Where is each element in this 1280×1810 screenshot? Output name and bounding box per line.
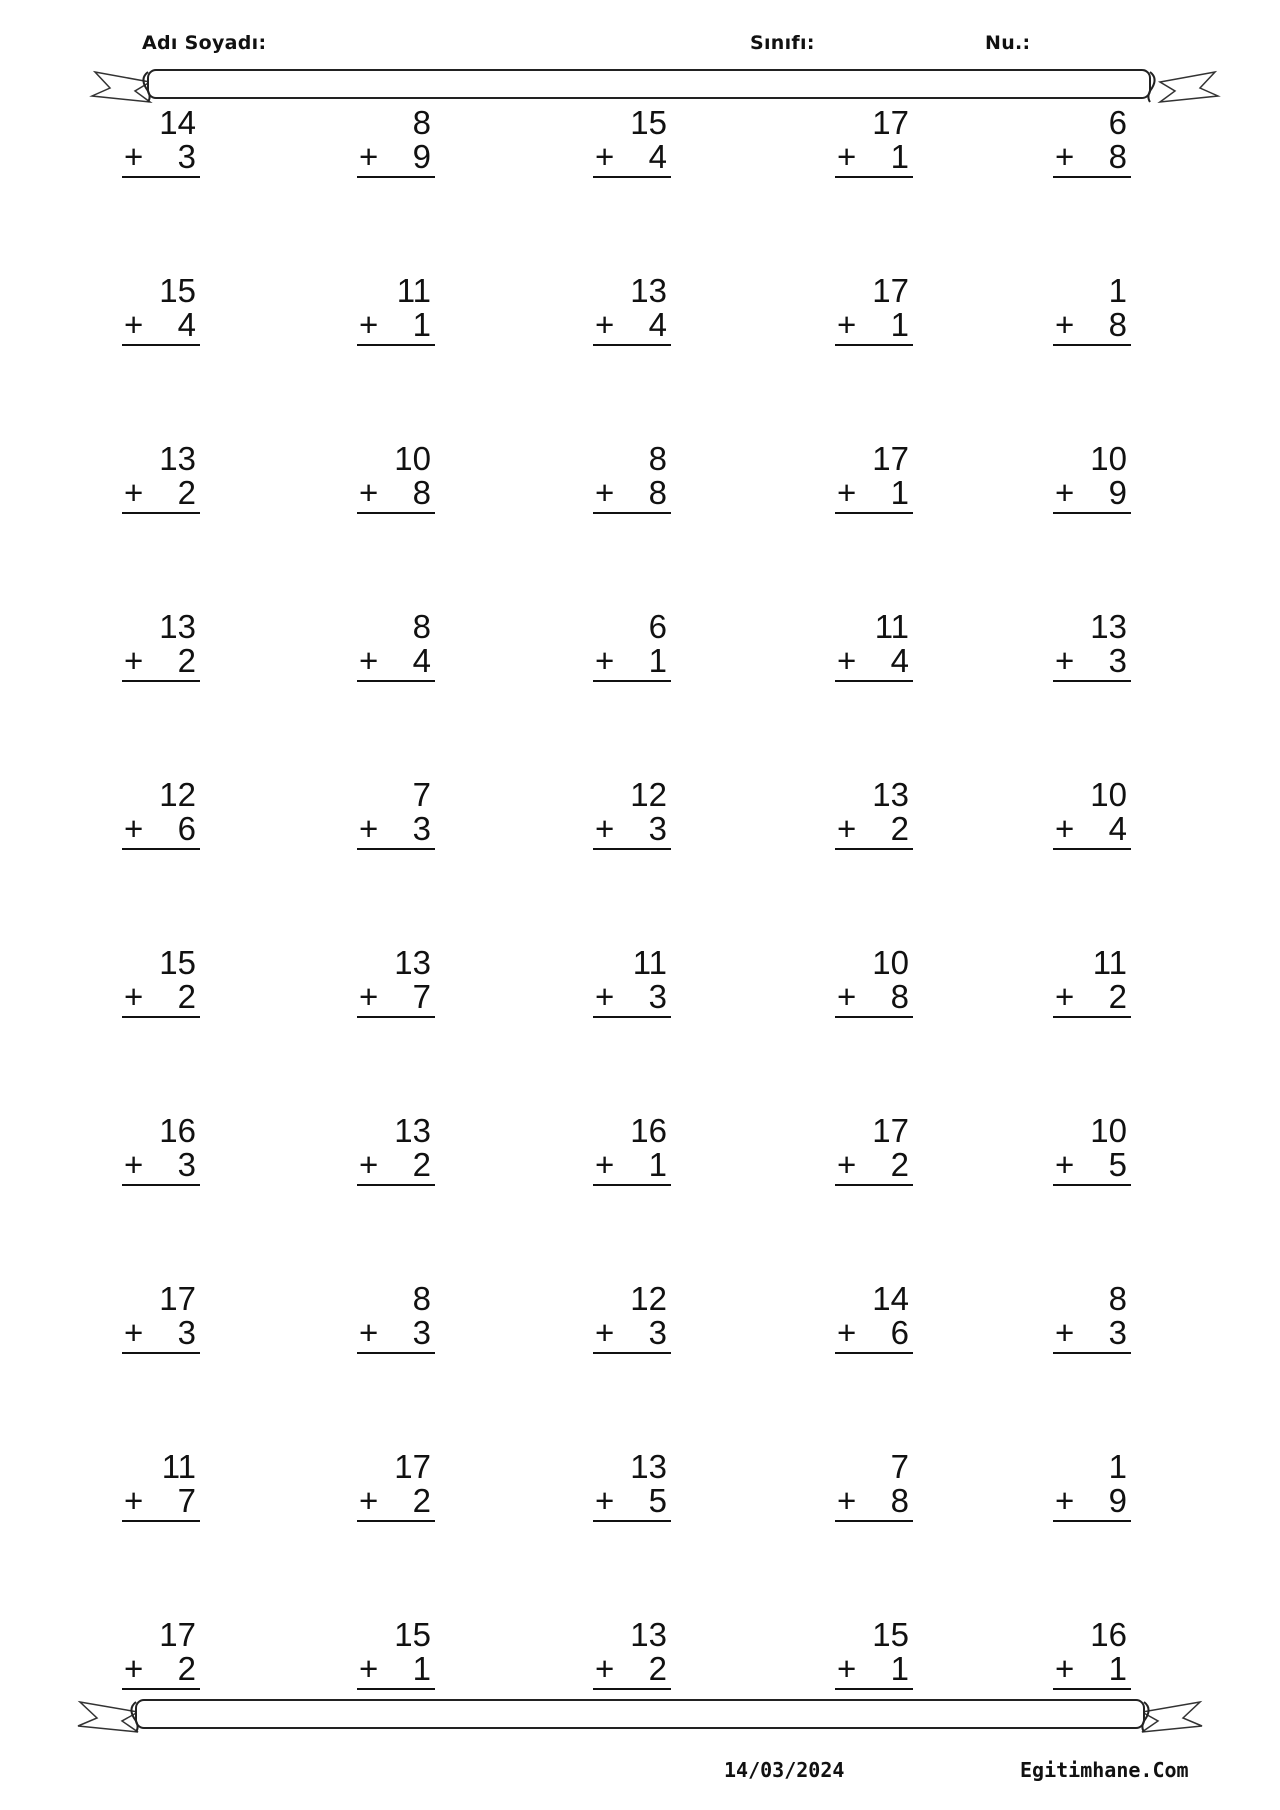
addend-bottom-row bbox=[122, 644, 200, 682]
addend-bottom-row bbox=[835, 812, 913, 850]
plus-sign: + bbox=[124, 1482, 144, 1519]
addition-problem bbox=[835, 610, 913, 682]
addition-problem bbox=[357, 1450, 435, 1522]
plus-sign: + bbox=[595, 1482, 615, 1519]
addition-problem bbox=[593, 274, 671, 346]
addend-bottom-row bbox=[122, 1652, 200, 1690]
addend-top: 6 bbox=[1108, 104, 1127, 141]
addend-top: 15 bbox=[159, 944, 196, 981]
addend-top: 14 bbox=[159, 104, 196, 141]
addend-bottom: 2 bbox=[177, 474, 196, 511]
plus-sign: + bbox=[1055, 642, 1075, 679]
addend-bottom-row bbox=[122, 308, 200, 346]
addend-top: 15 bbox=[159, 272, 196, 309]
addition-problem bbox=[357, 442, 435, 514]
addition-problem bbox=[593, 442, 671, 514]
plus-sign: + bbox=[595, 474, 615, 511]
plus-sign: + bbox=[1055, 474, 1075, 511]
addend-bottom-row bbox=[593, 1484, 671, 1522]
addition-problem bbox=[1053, 610, 1131, 682]
addend-bottom: 9 bbox=[1108, 474, 1127, 511]
plus-sign: + bbox=[1055, 1314, 1075, 1351]
addition-problem bbox=[1053, 1618, 1131, 1690]
addend-bottom-row bbox=[357, 812, 435, 850]
footer-date: 14/03/2024 bbox=[724, 1758, 845, 1782]
addend-top: 10 bbox=[1090, 440, 1127, 477]
plus-sign: + bbox=[595, 1314, 615, 1351]
addend-bottom-row bbox=[122, 1148, 200, 1186]
addend-top: 13 bbox=[630, 1616, 667, 1653]
addition-problem bbox=[357, 946, 435, 1018]
addition-problem bbox=[357, 106, 435, 178]
addend-top: 16 bbox=[159, 1112, 196, 1149]
addend-bottom: 1 bbox=[648, 1146, 667, 1183]
addition-problem bbox=[835, 274, 913, 346]
plus-sign: + bbox=[359, 1482, 379, 1519]
addend-bottom-row bbox=[835, 1652, 913, 1690]
addend-bottom: 3 bbox=[177, 138, 196, 175]
addition-problem bbox=[593, 610, 671, 682]
plus-sign: + bbox=[359, 978, 379, 1015]
plus-sign: + bbox=[124, 306, 144, 343]
footer-site: Egitimhane.Com bbox=[1020, 1758, 1189, 1782]
addend-top: 7 bbox=[890, 1448, 909, 1485]
addition-problem bbox=[357, 1114, 435, 1186]
addend-bottom: 1 bbox=[890, 138, 909, 175]
addition-problem bbox=[122, 610, 200, 682]
addend-top: 17 bbox=[872, 1112, 909, 1149]
addend-top: 16 bbox=[630, 1112, 667, 1149]
plus-sign: + bbox=[1055, 306, 1075, 343]
addition-problem bbox=[1053, 1282, 1131, 1354]
addend-bottom: 4 bbox=[412, 642, 431, 679]
addend-top: 13 bbox=[159, 608, 196, 645]
plus-sign: + bbox=[124, 1146, 144, 1183]
addend-bottom: 2 bbox=[1108, 978, 1127, 1015]
addend-bottom-row bbox=[357, 308, 435, 346]
addend-bottom-row bbox=[357, 1148, 435, 1186]
addend-bottom-row bbox=[122, 140, 200, 178]
addend-bottom: 8 bbox=[890, 978, 909, 1015]
addend-bottom: 3 bbox=[177, 1146, 196, 1183]
plus-sign: + bbox=[359, 1146, 379, 1183]
addend-top: 8 bbox=[412, 608, 431, 645]
addition-problem bbox=[1053, 1450, 1131, 1522]
addend-bottom: 4 bbox=[177, 306, 196, 343]
addend-bottom-row bbox=[1053, 1652, 1131, 1690]
addition-problem bbox=[593, 946, 671, 1018]
addend-bottom: 6 bbox=[890, 1314, 909, 1351]
addend-bottom-row bbox=[357, 140, 435, 178]
addend-bottom: 9 bbox=[412, 138, 431, 175]
plus-sign: + bbox=[359, 1314, 379, 1351]
addition-problem bbox=[122, 778, 200, 850]
addend-bottom: 7 bbox=[412, 978, 431, 1015]
addend-bottom-row bbox=[1053, 644, 1131, 682]
addend-bottom: 4 bbox=[648, 306, 667, 343]
addend-bottom: 2 bbox=[890, 810, 909, 847]
plus-sign: + bbox=[1055, 138, 1075, 175]
addend-top: 6 bbox=[648, 608, 667, 645]
addend-bottom: 8 bbox=[1108, 138, 1127, 175]
addend-bottom-row bbox=[357, 980, 435, 1018]
addend-bottom-row bbox=[593, 1652, 671, 1690]
addition-problem bbox=[357, 778, 435, 850]
addend-bottom: 2 bbox=[412, 1146, 431, 1183]
addition-problem bbox=[357, 274, 435, 346]
plus-sign: + bbox=[124, 1314, 144, 1351]
addend-bottom-row bbox=[357, 1484, 435, 1522]
plus-sign: + bbox=[359, 138, 379, 175]
addition-problem bbox=[1053, 778, 1131, 850]
plus-sign: + bbox=[359, 810, 379, 847]
addend-bottom-row bbox=[1053, 140, 1131, 178]
addend-top: 13 bbox=[1090, 608, 1127, 645]
plus-sign: + bbox=[124, 474, 144, 511]
addition-problem bbox=[122, 946, 200, 1018]
addend-bottom: 1 bbox=[1108, 1650, 1127, 1687]
addend-bottom: 3 bbox=[177, 1314, 196, 1351]
addend-bottom-row bbox=[122, 1484, 200, 1522]
addend-top: 17 bbox=[872, 104, 909, 141]
addend-top: 11 bbox=[161, 1448, 196, 1485]
addend-bottom-row bbox=[835, 308, 913, 346]
addend-bottom: 2 bbox=[177, 642, 196, 679]
plus-sign: + bbox=[595, 1650, 615, 1687]
addend-bottom-row bbox=[1053, 308, 1131, 346]
bottom-ribbon-banner bbox=[0, 1690, 1280, 1740]
addend-top: 13 bbox=[872, 776, 909, 813]
plus-sign: + bbox=[124, 642, 144, 679]
addition-problem bbox=[122, 442, 200, 514]
addition-problem bbox=[835, 1450, 913, 1522]
plus-sign: + bbox=[595, 306, 615, 343]
plus-sign: + bbox=[124, 1650, 144, 1687]
addition-problem bbox=[357, 610, 435, 682]
addend-top: 11 bbox=[1092, 944, 1127, 981]
plus-sign: + bbox=[595, 810, 615, 847]
plus-sign: + bbox=[837, 810, 857, 847]
addend-bottom: 4 bbox=[1108, 810, 1127, 847]
addition-problem bbox=[357, 1618, 435, 1690]
addend-bottom-row bbox=[122, 476, 200, 514]
plus-sign: + bbox=[359, 642, 379, 679]
addend-bottom-row bbox=[1053, 1148, 1131, 1186]
addend-bottom-row bbox=[122, 980, 200, 1018]
addend-bottom-row bbox=[593, 140, 671, 178]
addition-problem bbox=[593, 106, 671, 178]
plus-sign: + bbox=[1055, 978, 1075, 1015]
addend-bottom: 3 bbox=[1108, 1314, 1127, 1351]
addition-problem bbox=[1053, 1114, 1131, 1186]
addend-top: 15 bbox=[394, 1616, 431, 1653]
addend-bottom-row bbox=[593, 980, 671, 1018]
addend-bottom: 3 bbox=[412, 810, 431, 847]
addend-bottom-row bbox=[357, 476, 435, 514]
addend-bottom: 3 bbox=[412, 1314, 431, 1351]
plus-sign: + bbox=[124, 138, 144, 175]
addend-bottom-row bbox=[593, 1316, 671, 1354]
addend-bottom: 3 bbox=[648, 978, 667, 1015]
addend-bottom-row bbox=[835, 1316, 913, 1354]
class-label: Sınıfı: bbox=[750, 32, 815, 54]
plus-sign: + bbox=[1055, 810, 1075, 847]
addend-top: 1 bbox=[1108, 1448, 1127, 1485]
addend-bottom-row bbox=[357, 1316, 435, 1354]
addend-bottom-row bbox=[1053, 1316, 1131, 1354]
addition-problem bbox=[593, 1282, 671, 1354]
plus-sign: + bbox=[595, 138, 615, 175]
plus-sign: + bbox=[595, 642, 615, 679]
addend-top: 13 bbox=[394, 944, 431, 981]
addend-bottom-row bbox=[593, 644, 671, 682]
addend-top: 17 bbox=[872, 272, 909, 309]
addition-problem bbox=[593, 1618, 671, 1690]
plus-sign: + bbox=[595, 1146, 615, 1183]
plus-sign: + bbox=[837, 1314, 857, 1351]
addend-top: 12 bbox=[630, 776, 667, 813]
addition-problem bbox=[1053, 274, 1131, 346]
addend-top: 10 bbox=[1090, 1112, 1127, 1149]
plus-sign: + bbox=[837, 306, 857, 343]
addend-top: 13 bbox=[630, 1448, 667, 1485]
addend-bottom-row bbox=[835, 644, 913, 682]
addend-top: 11 bbox=[874, 608, 909, 645]
plus-sign: + bbox=[837, 978, 857, 1015]
addend-top: 10 bbox=[1090, 776, 1127, 813]
addition-problem bbox=[593, 1450, 671, 1522]
addend-top: 10 bbox=[394, 440, 431, 477]
plus-sign: + bbox=[837, 138, 857, 175]
addend-bottom: 7 bbox=[177, 1482, 196, 1519]
addend-bottom-row bbox=[835, 476, 913, 514]
top-ribbon-banner bbox=[0, 58, 1280, 108]
addend-bottom: 2 bbox=[412, 1482, 431, 1519]
addition-problem bbox=[1053, 946, 1131, 1018]
addend-top: 17 bbox=[394, 1448, 431, 1485]
plus-sign: + bbox=[837, 1482, 857, 1519]
addend-top: 1 bbox=[1108, 272, 1127, 309]
addend-bottom-row bbox=[122, 812, 200, 850]
addend-bottom-row bbox=[835, 140, 913, 178]
addend-bottom: 8 bbox=[890, 1482, 909, 1519]
addend-top: 17 bbox=[159, 1616, 196, 1653]
addend-bottom: 6 bbox=[177, 810, 196, 847]
addend-bottom: 5 bbox=[648, 1482, 667, 1519]
addend-bottom-row bbox=[835, 1484, 913, 1522]
name-label: Adı Soyadı: bbox=[142, 32, 267, 54]
addend-top: 13 bbox=[630, 272, 667, 309]
addend-bottom-row bbox=[593, 308, 671, 346]
addition-problem bbox=[835, 1618, 913, 1690]
addend-bottom: 2 bbox=[177, 978, 196, 1015]
addend-top: 14 bbox=[872, 1280, 909, 1317]
addend-top: 11 bbox=[632, 944, 667, 981]
addend-bottom: 5 bbox=[1108, 1146, 1127, 1183]
addend-top: 12 bbox=[159, 776, 196, 813]
addition-problem bbox=[1053, 106, 1131, 178]
addend-bottom: 1 bbox=[412, 306, 431, 343]
addend-top: 8 bbox=[1108, 1280, 1127, 1317]
addend-top: 13 bbox=[159, 440, 196, 477]
plus-sign: + bbox=[1055, 1146, 1075, 1183]
addend-bottom: 8 bbox=[1108, 306, 1127, 343]
addend-bottom-row bbox=[1053, 1484, 1131, 1522]
addend-top: 8 bbox=[412, 104, 431, 141]
addend-bottom: 2 bbox=[177, 1650, 196, 1687]
addend-top: 10 bbox=[872, 944, 909, 981]
plus-sign: + bbox=[837, 474, 857, 511]
addition-problem bbox=[835, 1282, 913, 1354]
addend-top: 16 bbox=[1090, 1616, 1127, 1653]
addend-top: 7 bbox=[412, 776, 431, 813]
addition-problem bbox=[835, 442, 913, 514]
plus-sign: + bbox=[837, 642, 857, 679]
plus-sign: + bbox=[359, 306, 379, 343]
addend-bottom: 3 bbox=[648, 810, 667, 847]
addend-bottom: 8 bbox=[412, 474, 431, 511]
addition-problem bbox=[593, 1114, 671, 1186]
addend-bottom: 9 bbox=[1108, 1482, 1127, 1519]
plus-sign: + bbox=[124, 810, 144, 847]
addend-top: 8 bbox=[648, 440, 667, 477]
number-label: Nu.: bbox=[985, 32, 1031, 54]
addend-bottom: 2 bbox=[890, 1146, 909, 1183]
addend-bottom-row bbox=[1053, 476, 1131, 514]
addition-problem bbox=[835, 106, 913, 178]
addition-problem bbox=[1053, 442, 1131, 514]
addend-top: 11 bbox=[396, 272, 431, 309]
addend-bottom-row bbox=[357, 1652, 435, 1690]
addend-bottom: 1 bbox=[890, 306, 909, 343]
addend-bottom-row bbox=[835, 980, 913, 1018]
addition-problem bbox=[835, 1114, 913, 1186]
addend-bottom-row bbox=[835, 1148, 913, 1186]
plus-sign: + bbox=[837, 1146, 857, 1183]
addend-bottom: 1 bbox=[648, 642, 667, 679]
addition-problem bbox=[122, 1450, 200, 1522]
addend-top: 13 bbox=[394, 1112, 431, 1149]
addend-bottom: 3 bbox=[648, 1314, 667, 1351]
addition-problem bbox=[122, 1114, 200, 1186]
plus-sign: + bbox=[837, 1650, 857, 1687]
addition-problem bbox=[122, 106, 200, 178]
addend-bottom: 3 bbox=[1108, 642, 1127, 679]
plus-sign: + bbox=[359, 474, 379, 511]
addition-problem bbox=[357, 1282, 435, 1354]
addition-problem bbox=[835, 778, 913, 850]
addend-bottom: 1 bbox=[890, 1650, 909, 1687]
addition-problem bbox=[122, 274, 200, 346]
addend-bottom: 1 bbox=[412, 1650, 431, 1687]
addend-bottom: 8 bbox=[648, 474, 667, 511]
addend-bottom: 4 bbox=[890, 642, 909, 679]
addend-bottom-row bbox=[1053, 812, 1131, 850]
addend-top: 17 bbox=[159, 1280, 196, 1317]
addend-bottom-row bbox=[593, 476, 671, 514]
addition-problem bbox=[835, 946, 913, 1018]
addend-bottom-row bbox=[593, 812, 671, 850]
plus-sign: + bbox=[595, 978, 615, 1015]
addend-bottom: 1 bbox=[890, 474, 909, 511]
addend-bottom: 2 bbox=[648, 1650, 667, 1687]
addend-top: 15 bbox=[630, 104, 667, 141]
plus-sign: + bbox=[359, 1650, 379, 1687]
plus-sign: + bbox=[1055, 1650, 1075, 1687]
plus-sign: + bbox=[124, 978, 144, 1015]
addend-top: 8 bbox=[412, 1280, 431, 1317]
addend-bottom-row bbox=[593, 1148, 671, 1186]
addend-bottom-row bbox=[357, 644, 435, 682]
addend-bottom-row bbox=[1053, 980, 1131, 1018]
addend-top: 12 bbox=[630, 1280, 667, 1317]
addend-top: 15 bbox=[872, 1616, 909, 1653]
addend-bottom: 4 bbox=[648, 138, 667, 175]
addition-problem bbox=[122, 1618, 200, 1690]
addend-bottom-row bbox=[122, 1316, 200, 1354]
addition-problem bbox=[593, 778, 671, 850]
addition-problem bbox=[122, 1282, 200, 1354]
plus-sign: + bbox=[1055, 1482, 1075, 1519]
addend-top: 17 bbox=[872, 440, 909, 477]
